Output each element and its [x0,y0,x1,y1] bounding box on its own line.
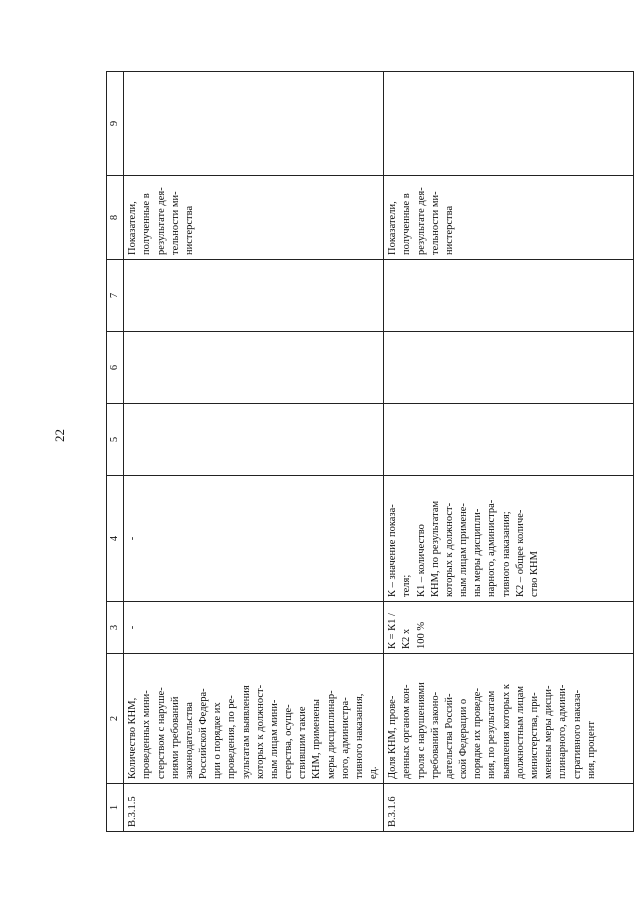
table-cell [124,332,384,404]
indicators-table [106,71,634,832]
column-number: 1 [107,784,124,832]
indicator-code: В.3.1.5 [124,784,384,832]
indicator-description: К – значение показа- теля; К1 – количество КНМ, по результатам которых к должност- ным лицам примене- ны меры дисципли- нарного, администра- тивного наказания; К2 – общее количе- ство КНМ [384,476,634,602]
column-number: 9 [107,72,124,176]
page-number: 22 [52,429,67,442]
table-cell [384,332,634,404]
column-number: 8 [107,176,124,260]
indicator-source: Показатели, полученные в результате дея- тельности ми- нистерства [384,176,634,260]
table-cell [384,72,634,176]
rotated-table-container [106,72,597,832]
table-row [124,72,384,832]
table-cell [384,260,634,332]
table-cell [384,404,634,476]
indicator-description: - [124,476,384,602]
column-number: 7 [107,260,124,332]
column-number: 2 [107,654,124,784]
table-cell [124,404,384,476]
column-number-row [107,72,124,832]
column-number: 5 [107,404,124,476]
indicator-formula: - [124,602,384,654]
column-number: 3 [107,602,124,654]
indicator-formula: К = К1 / К2 х 100 % [384,602,634,654]
indicator-name: Доля КНМ, прове- денных органом кон- троля с нарушениями требований законо- дательства Россий- ской Федерации о порядке их проведе- ния, по результатам выявления которых к должностным лицам министерства, при- менены меры дисци- плинарного, админи- стративного наказа- ния, процент [384,654,634,784]
table-cell [124,260,384,332]
table-cell [124,72,384,176]
indicator-code: В.3.1.6 [384,784,634,832]
table-row [384,72,634,832]
column-number: 6 [107,332,124,404]
column-number: 4 [107,476,124,602]
indicator-name: Количество КНМ, проведенных мини- стерством с наруше- ниями требований законодательства Российской Федера- ции о порядке их проведения, по ре- зультатам выявления которых к должност- ным лицам мини- стерства, осуще- ствившим такие КНМ, применены меры дисциплинар- ного, администра- тивного наказания, ед. [124,654,384,784]
indicator-source: Показатели, полученные в результате дея- тельности ми- нистерства [124,176,384,260]
